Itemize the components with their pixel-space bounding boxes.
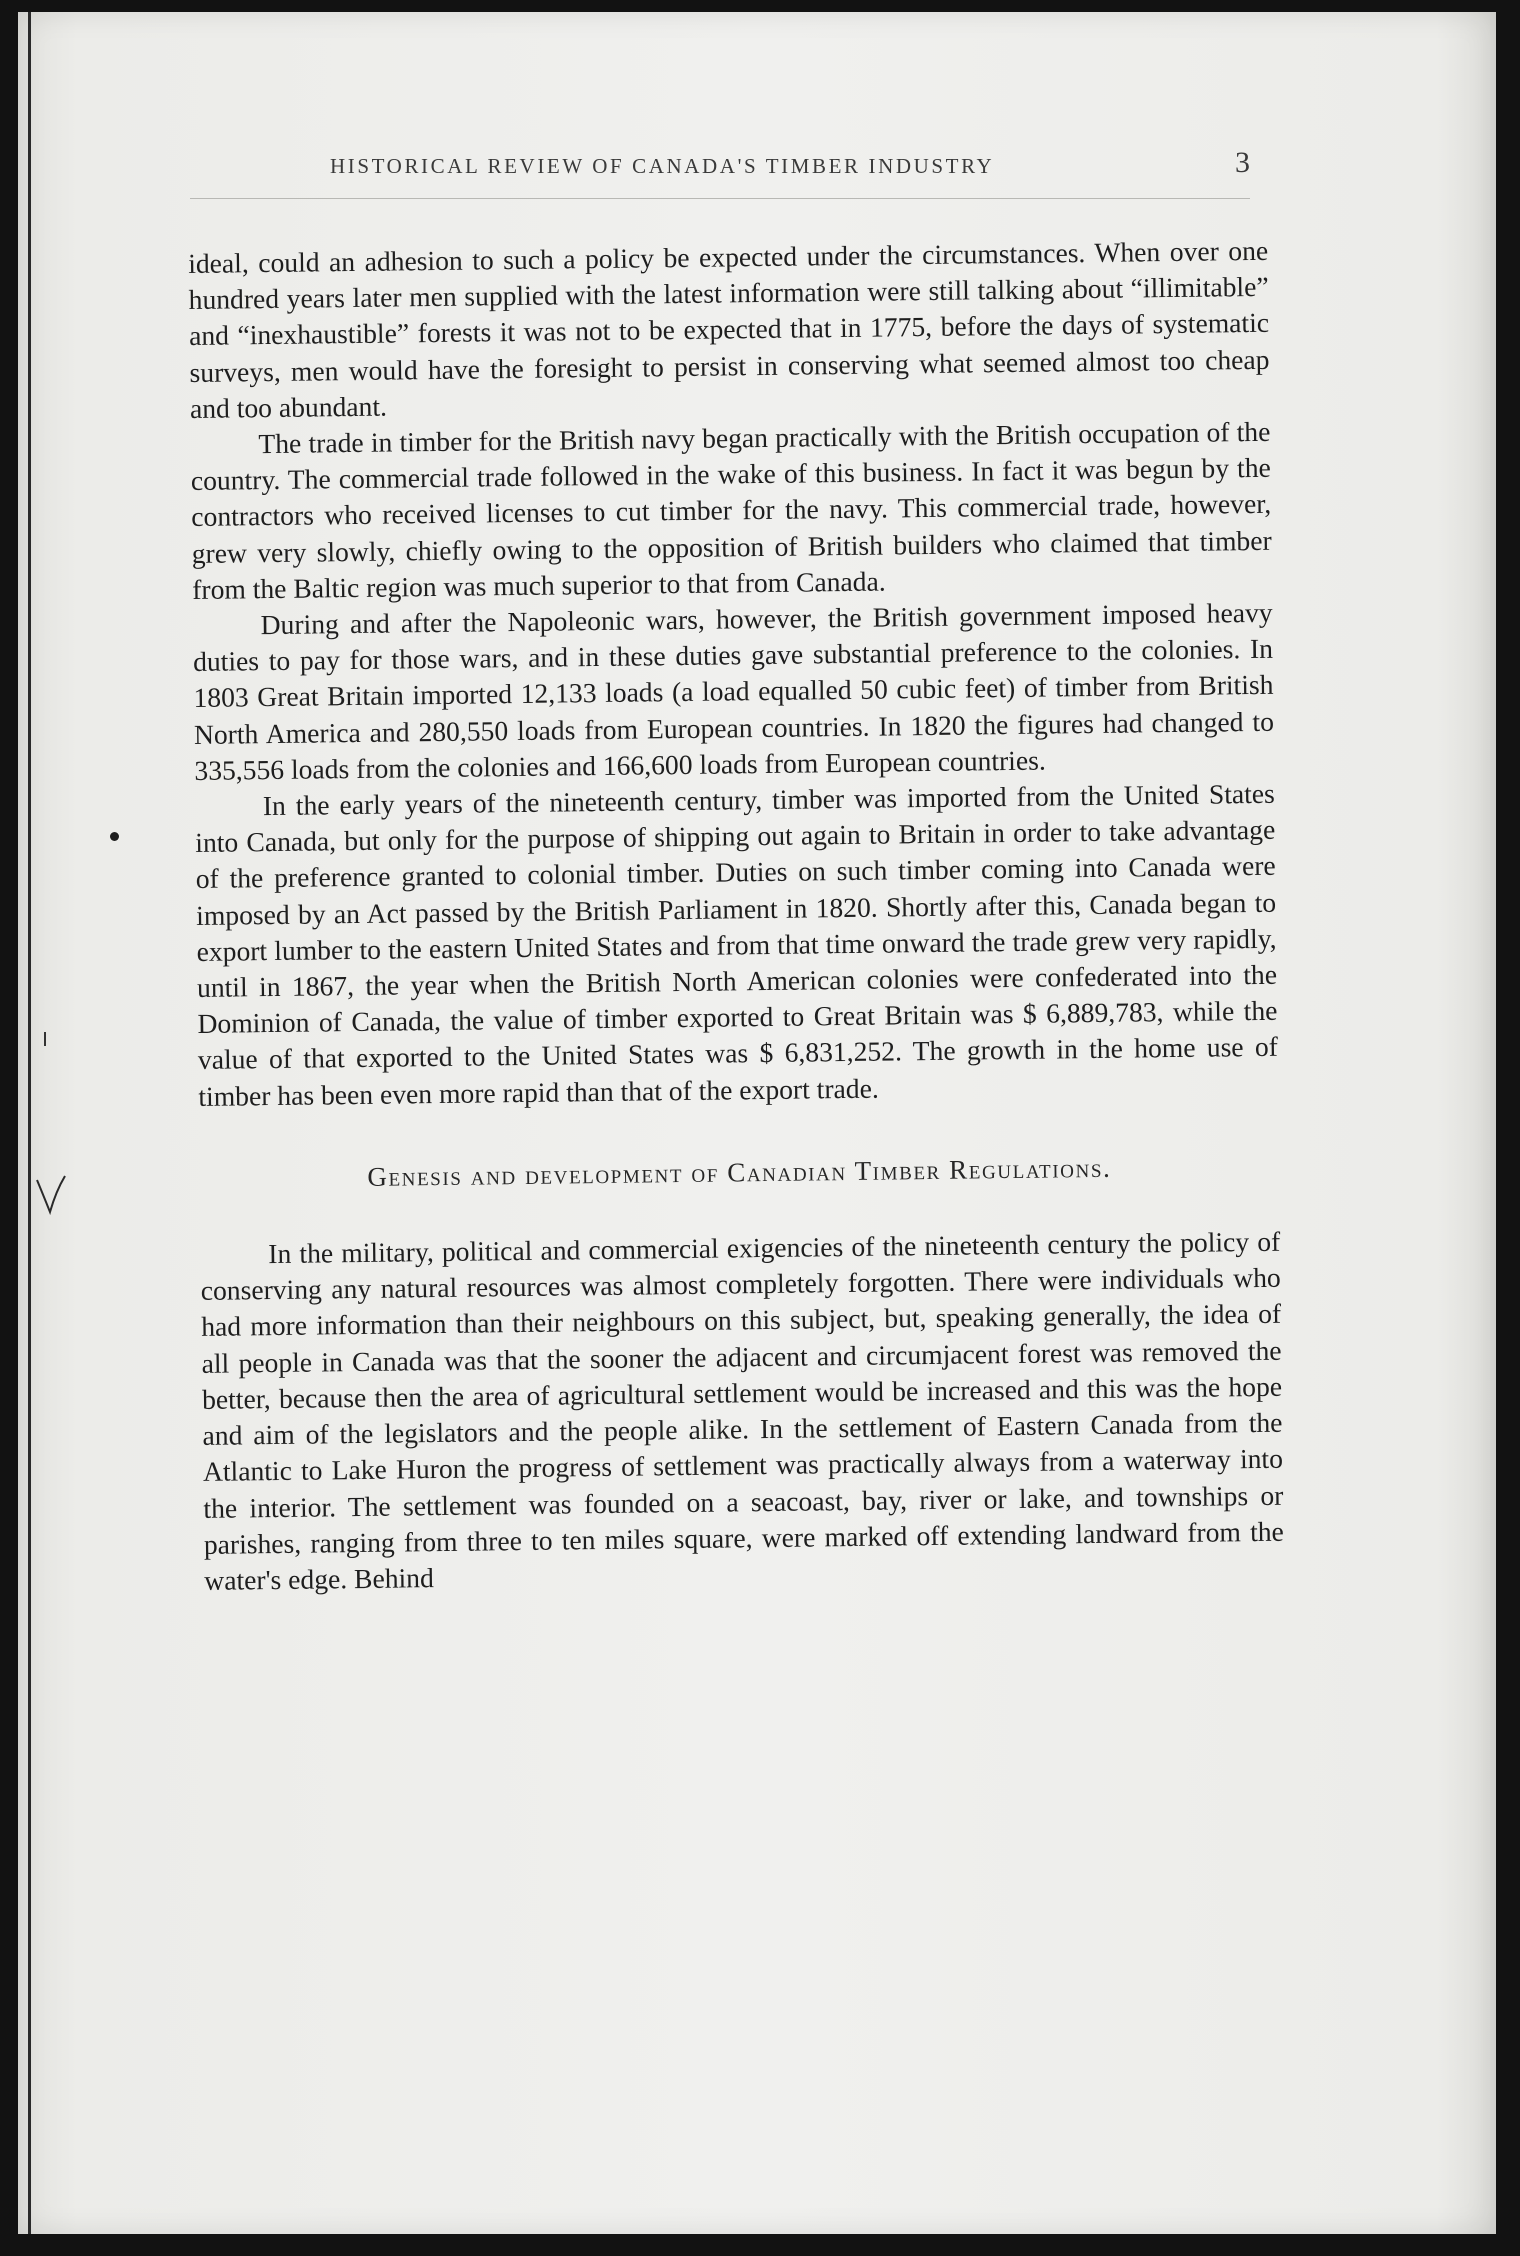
section-heading: Genesis and development of Canadian Timber Regulations. [367,1152,1112,1192]
running-head: HISTORICAL REVIEW OF CANADA'S TIMBER INDUSTRY [330,154,995,178]
paragraph-british-navy-trade: The trade in timber for the British navy began practically with the British occupation of the country. The commercial trade followed in the wake of this business. In fact it was begun by the contractors who received licenses to cut timber for the navy. This commercial trade, however, grew very slowly, chiefly owing to the opposition of British builders who claimed that timber from the Baltic region was much superior to that from Canada. [190,415,1272,605]
paragraph-conservation: In the military, political and commercial exigencies of the nineteenth century the policy of conserving any natural resources was almost completely forgotten. There were individuals who had more information than their neighbours on this subject, but, speaking generally, the idea of all people in Canada was that the sooner the adjacent and circumjacent forest was removed the better, because then the area of agricultural settlement would be increased and this was the hope and aim of the legislators and the people alike. In the settlement of Eastern Canada from the Atlantic to Lake Huron the progress of settlement was practically always from a waterway into the interior. The settlement was founded on a seacoast, bay, river or lake, and townships or parishes, ranging from three to ten miles square, were marked off extending landward from the water's edge. Behind [200,1225,1284,1596]
margin-dot-mark [110,832,119,841]
page-number: 3 [1235,146,1250,179]
page-header [190,138,1250,198]
paragraph-united-states-trade: In the early years of the nineteenth century, timber was imported from the United States into Canada, but only for the purpose of shipping out again to Britain in order to take advantage of the preference granted to colonial timber. Duties on such timber coming into Canada were imposed by an Act passed by the British Parliament in 1820. Shortly after this, Canada began to export lumber to the eastern United States and from that time onward the trade grew very rapidly, until in 1867, the year when the British North American colonies were confederated into the Dominion of Canada, the value of timber exported to Great Britain was $ 6,889,783, while the value of that exported to the United States was $ 6,831,252. The growth in the home use of timber has been even more rapid than that of the export trade. [195,777,1279,1112]
book-page [18,12,1496,2234]
paragraph-napoleonic-wars: During and after the Napoleonic wars, however, the British government imposed heavy duties to pay for those wars, and in these duties gave substantial preference to the colonies. In 1803 Great Britain imported 12,133 loads (a load equalled 50 cubic feet) of timber from British North America and 280,550 loads from European countries. In 1820 the figures had changed to 335,556 loads from the colonies and 166,600 loads from European countries. [192,596,1275,786]
header-rule [190,198,1250,199]
margin-check-mark [34,1172,68,1216]
paragraph-continued: ideal, could an adhesion to such a policy be expected under the circumstances. When over one hundred years later men supplied with the latest information were still talking about “illimitable” and “inexhaustible” forests it was not to be expected that in 1775, before the days of systematic surveys, men would have the foresight to persist in conserving what seemed almost too cheap and too abundant. [188,234,1270,424]
margin-tick-mark [44,1032,46,1046]
body-text [188,233,1284,1599]
binding-edge [28,12,31,2234]
